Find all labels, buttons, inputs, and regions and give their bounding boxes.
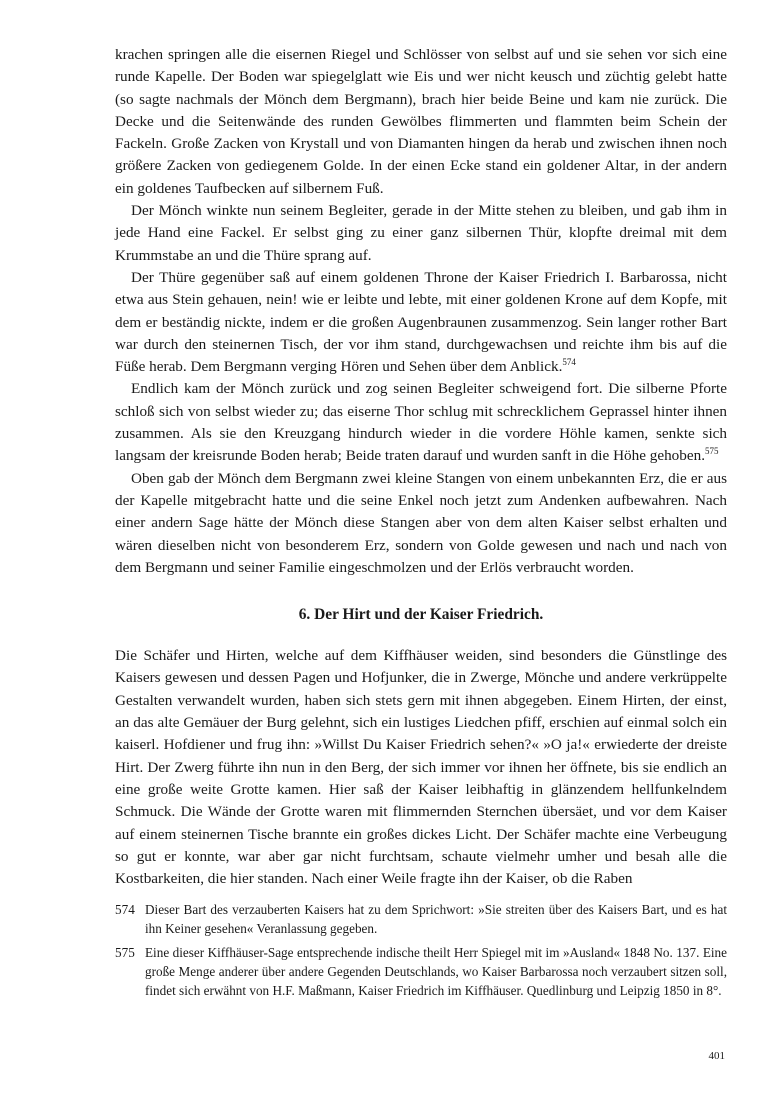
footnote-number: 574 <box>115 902 135 918</box>
paragraph: Endlich kam der Mönch zurück und zog seinen Begleiter schweigend fort. Die silberne Pforte schloß sich von selbst wieder zu; das eiserne Thor schlug mit schrecklichem Geprassel hinter ihnen zusammen. Als sie den Kreuzgang hindurch wieder in die vordere Höhle kamen, senkte sich langsam der kreisrunde Boden herab; Beide traten darauf und wurden sanft in die Höhe gehoben.$^{575}$ <box>115 380 727 465</box>
section-title: 6. Der Hirt und der Kaiser Friedrich. <box>298 606 544 624</box>
footnote-text: Dieser Bart des verzauberten Kaisers hat zu dem Sprichwort: »Sie streiten über des Kaisers Bart, und es hat ihn Keiner gesehen« Veranlassung gegeben. <box>145 902 727 937</box>
footnote-reference[interactable]: 574 <box>562 357 576 368</box>
footnote <box>115 943 727 1000</box>
paragraph: Der Thüre gegenüber saß auf einem goldenen Throne der Kaiser Friedrich I. Barbarossa, nicht etwa aus Stein gehauen, nein! wie er leibte und lebte, mit einer goldenen Krone auf dem Kopfe, mit dem er beständig nickte, indem er die großen Augenbraunen zusammenzog. Sein langer rother Bart war durch den steinernen Tisch, der vor ihm stand, durchgewachsen und reichte ihm bis auf die Füße herab. Dem Bergmann verging Hören und Sehen über dem Anblick.$^{574}$ <box>115 268 727 376</box>
body-text <box>115 44 727 890</box>
paragraph: Oben gab der Mönch dem Bergmann zwei kleine Stangen von einem unbekannten Erz, die er aus der Kapelle mitgebracht hatte und die seine Enkel noch jetzt zum Andenken aufbewahren. Nach einer andern Sage hätte der Mönch diese Stangen aber von dem alten Kaiser selbst erhalten und wären dieselben nicht von besonderem Erz, sondern von Golde gewesen und nach und nach von dem Bergmann und seiner Familie eingeschmolzen und der Erlös verbraucht worden. <box>115 469 727 576</box>
footnote <box>115 900 727 938</box>
paragraph: Der Mönch winkte nun seinem Begleiter, gerade in der Mitte stehen zu bleiben, und gab ihm in jede Hand eine Fackel. Er selbst ging zu einer ganz silbernen Thür, klopfte dreimal mit dem Krummstabe an und die Thüre sprang auf. <box>115 202 727 264</box>
page-number: 401 <box>708 1050 725 1062</box>
footnote-number: 575 <box>115 945 135 961</box>
footnote-text: Eine dieser Kiffhäuser-Sage entsprechende indische theilt Herr Spiegel mit im »Ausland« 1848 No. 137. Eine große Menge anderer über andere Gegenden Deutschlands, wo Kaiser Barbarossa noch verzaubert sitzen soll, findet sich erwähnt von H.F. Maßmann, Kaiser Friedrich im Kiffhäuser. Quedlinburg und Leipzig 1850 in 8°. <box>145 945 727 999</box>
paragraph: krachen springen alle die eisernen Riegel und Schlösser von selbst auf und sie sehen vor sich eine runde Kapelle. Der Boden war spiegelglatt wie Eis und wer nicht keusch und züchtig gelebt hatte (so sagte nachmals der Mönch dem Bergmann), brach hier beide Beine und kam nie zurück. Die Decke und die Seitenwände des runden Gewölbes flimmerten und flammten beim Schein der Fackeln. Große Zacken von Krystall und von Diamanten hingen da herab und zwischen ihnen noch größere Zacken von gediegenem Golde. In der einen Ecke stand ein goldener Altar, in der andern ein goldenes Taufbecken auf silbernem Fuß. <box>115 46 727 197</box>
footnote-reference[interactable]: 575 <box>705 446 719 457</box>
paragraph: Die Schäfer und Hirten, welche auf dem Kiffhäuser weiden, sind besonders die Günstlinge des Kaisers gewesen und dessen Pagen und Hofjunker, die in Zwerge, Mönche und andere verkrüppelte Gestalten verwandelt wurden, haben sich stets gern mit ihnen abgegeben. Einem Hirten, der einst, an das alte Gemäuer der Burg gelehnt, sich ein lustiges Liedchen pfiff, erschien auf einmal solch ein kaiserl. Hofdiener und frug ihn: »Willst Du Kaiser Friedrich sehen?« »O ja!« erwiederte der dreiste Hirt. Der Zwerg führte ihn nun in den Berg, der sich immer vor ihnen her öffnete, bis sie endlich an eine große weite Grotte kamen. Hier saß der Kaiser leibhaftig in glänzendem hellfunkelndem Schmuck. Die Wände der Grotte waren mit flimmernden Sternchen übersäet, und vor dem Kaiser auf einem steinernen Tische brannte ein großes dickes Licht. Der Schäfer machte eine Verbeugung so gut er konnte, war aber gar nicht furchtsam, schaute vielmehr umher und besah alle die Kostbarkeiten, die hier standen. Nach einer Weile fragte ihn der Kaiser, ob die Raben <box>115 647 727 888</box>
footnotes <box>115 900 727 1000</box>
page-content <box>115 44 727 1005</box>
